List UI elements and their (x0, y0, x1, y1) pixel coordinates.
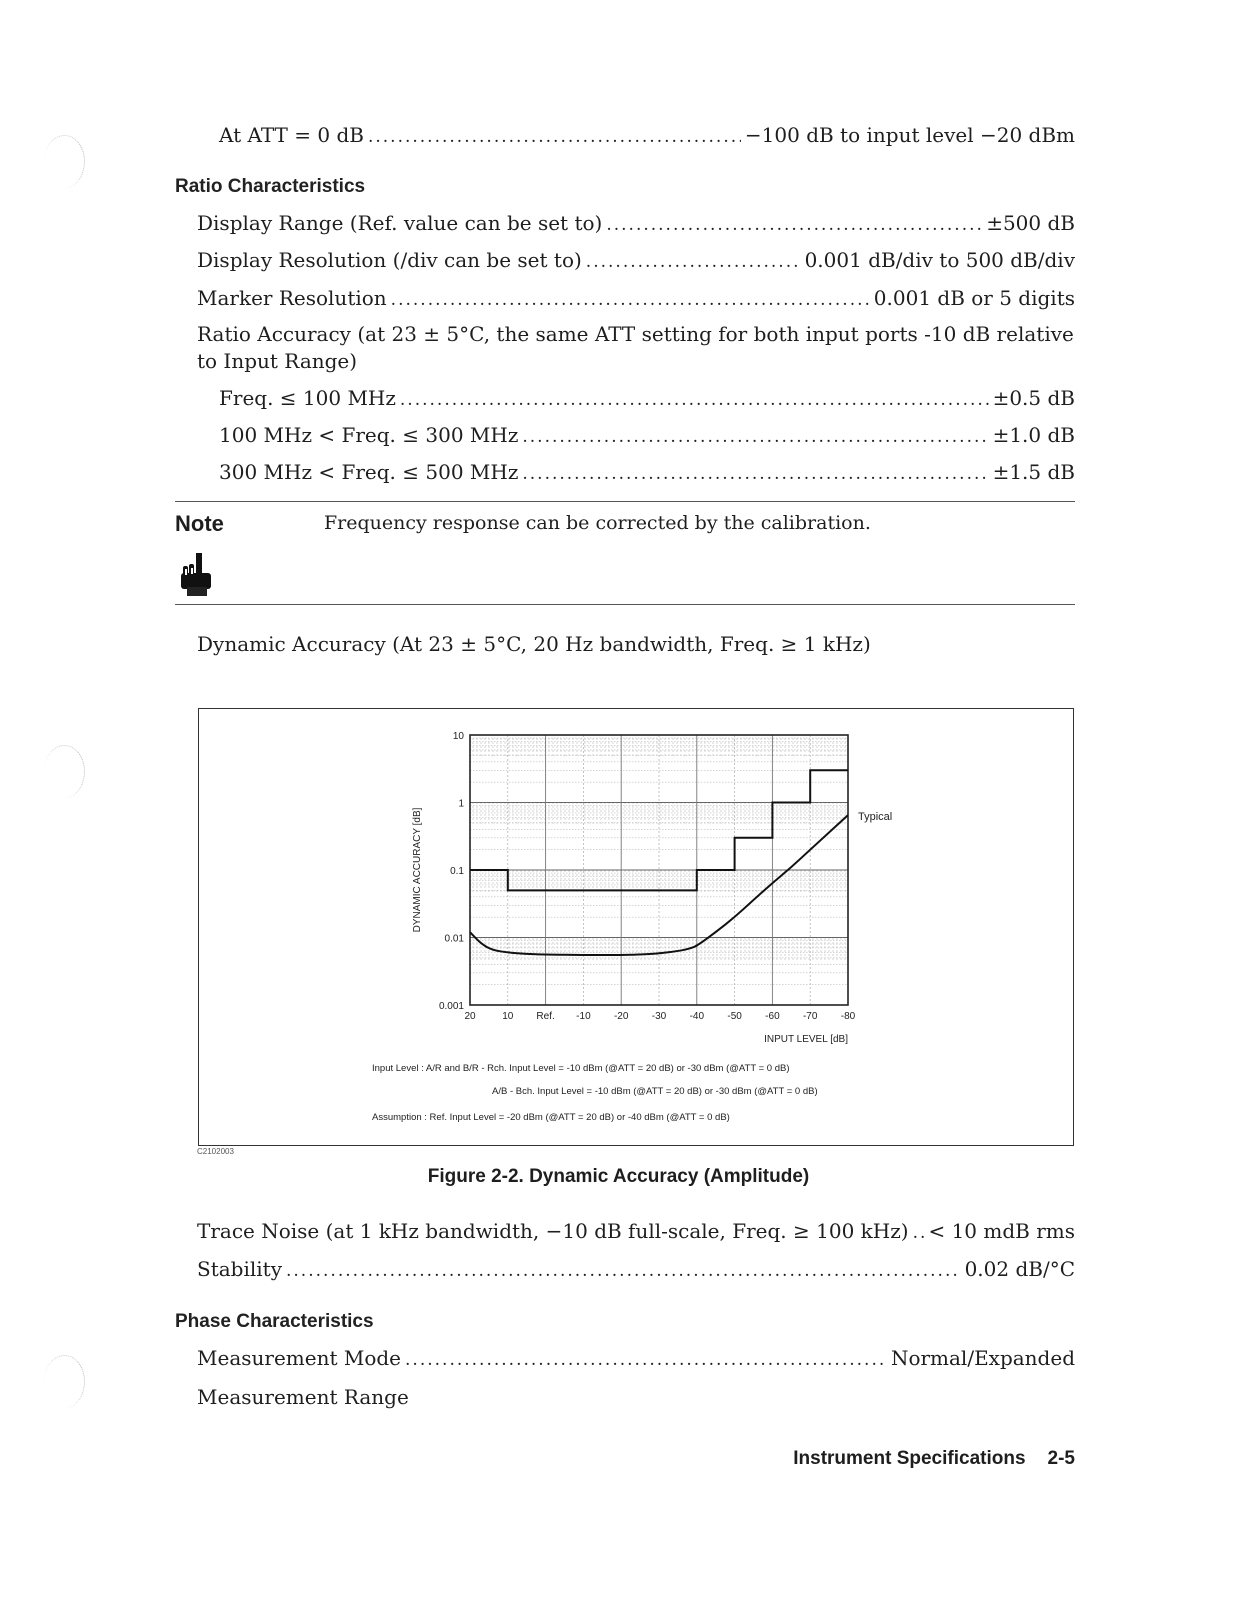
x-tick-label: -40 (689, 1011, 705, 1022)
spec-value: ±500 dB (986, 211, 1075, 235)
spec-line-display-resolution (197, 247, 1075, 275)
leader-dots (286, 1258, 961, 1284)
spec-value: Normal/Expanded (890, 1346, 1075, 1370)
x-tick-label: -50 (727, 1011, 742, 1022)
note-top-rule (175, 501, 1075, 502)
punch-hole-mark (44, 1355, 85, 1408)
leader-dots (400, 387, 989, 413)
measurement-range-label: Measurement Range (197, 1385, 409, 1409)
chart-grid (470, 735, 848, 1005)
y-tick-label: 0.1 (450, 866, 464, 877)
x-tick-label: -10 (576, 1011, 591, 1022)
spec-line-att (219, 122, 1075, 150)
spec-line-stability (197, 1256, 1075, 1284)
leader-dots (586, 249, 801, 275)
heading-ratio-characteristics: Ratio Characteristics (175, 176, 366, 197)
spec-value: ±1.0 dB (992, 423, 1075, 447)
spec-line-freq-500 (219, 459, 1075, 487)
spec-line-display-range (197, 210, 1075, 238)
note-title: Note (175, 511, 224, 536)
figure-caption: Figure 2-2. Dynamic Accuracy (Amplitude) (427, 1166, 810, 1187)
dynamic-accuracy-text: Dynamic Accuracy (At 23 ± 5°C, 20 Hz bandwidth, Freq. ≥ 1 kHz) (197, 632, 871, 656)
leader-dots (522, 424, 988, 450)
dynamic-accuracy-chart (200, 710, 1072, 1144)
y-tick-label: 0.001 (438, 1001, 464, 1012)
note-bottom-rule (175, 604, 1075, 605)
spec-line-marker-resolution (197, 285, 1075, 313)
series-label-typical: Typical (858, 811, 893, 823)
x-axis-label: INPUT LEVEL [dB] (764, 1034, 848, 1045)
spec-value: ±1.5 dB (992, 460, 1075, 484)
pointing-hand-icon (179, 553, 215, 597)
spec-label: 100 MHz < Freq. ≤ 300 MHz (219, 423, 519, 447)
spec-label: Display Resolution (/div can be set to) (197, 248, 582, 272)
x-tick-label: 20 (464, 1011, 476, 1022)
spec-line-freq-100 (219, 385, 1075, 413)
spec-value: 0.001 dB/div to 500 dB/div (804, 248, 1075, 272)
figure-note: Assumption : Ref. Input Level = -20 dBm (@ATT = 20 dB) or -40 dBm (@ATT = 0 dB) (372, 1112, 730, 1123)
spec-line-freq-300 (219, 422, 1075, 450)
spec-label: Trace Noise (at 1 kHz bandwidth, −10 dB full-scale, Freq. ≥ 100 kHz) (197, 1219, 909, 1243)
ratio-accuracy-paragraph: Ratio Accuracy (at 23 ± 5°C, the same ATT setting for both input ports -10 dB relative to Input Range) (197, 322, 1074, 373)
x-tick-label: -30 (651, 1011, 667, 1022)
leader-dots (405, 1347, 887, 1373)
punch-hole-mark (44, 745, 85, 798)
y-axis-label: DYNAMIC ACCURACY [dB] (412, 807, 423, 933)
leader-dots (522, 461, 988, 487)
x-tick-label: -70 (802, 1011, 818, 1022)
leader-dots (606, 212, 982, 238)
figure-code: C2102003 (197, 1147, 234, 1156)
heading-phase-characteristics: Phase Characteristics (175, 1311, 374, 1332)
spec-value: ±0.5 dB (992, 386, 1075, 410)
x-tick-label: -60 (765, 1011, 780, 1022)
spec-label: At ATT = 0 dB (219, 123, 364, 147)
spec-label: Marker Resolution (197, 286, 387, 310)
punch-hole-mark (44, 135, 85, 188)
figure-note: A/B - Bch. Input Level = -10 dBm (@ATT = 20 dB) or -30 dBm (@ATT = 0 dB) (492, 1086, 818, 1097)
spec-label: Stability (197, 1257, 282, 1281)
spec-value: −100 dB to input level −20 dBm (744, 123, 1075, 147)
leader-dots (391, 287, 870, 313)
y-tick-label: 10 (452, 731, 464, 742)
spec-value: 0.02 dB/°C (964, 1257, 1075, 1281)
spec-value: < 10 mdB rms (928, 1219, 1075, 1243)
y-tick-label: 0.01 (444, 933, 464, 945)
leader-dots (368, 124, 741, 150)
x-tick-label: 10 (502, 1011, 514, 1022)
spec-line-measurement-mode (197, 1345, 1075, 1373)
spec-value: 0.001 dB or 5 digits (873, 286, 1075, 310)
figure-note: Input Level : A/R and B/R - Rch. Input Level = -10 dBm (@ATT = 20 dB) or -30 dBm (@ATT = 0 dB) (372, 1063, 790, 1074)
x-tick-label: -20 (613, 1011, 629, 1022)
spec-label: Freq. ≤ 100 MHz (219, 386, 396, 410)
spec-label: Display Range (Ref. value can be set to) (197, 211, 603, 235)
x-tick-label: -80 (840, 1011, 856, 1022)
spec-label: 300 MHz < Freq. ≤ 500 MHz (219, 460, 519, 484)
y-tick-label: 1 (458, 798, 464, 810)
note-text: Frequency response can be corrected by the calibration. (324, 512, 871, 534)
x-tick-label: Ref. (536, 1011, 555, 1022)
chart-text (372, 731, 892, 1123)
spec-line-trace-noise (197, 1218, 1075, 1246)
leader-dots (913, 1220, 925, 1246)
spec-label: Measurement Mode (197, 1346, 402, 1370)
page-footer: Instrument Specifications 2-5 (793, 1448, 1075, 1469)
